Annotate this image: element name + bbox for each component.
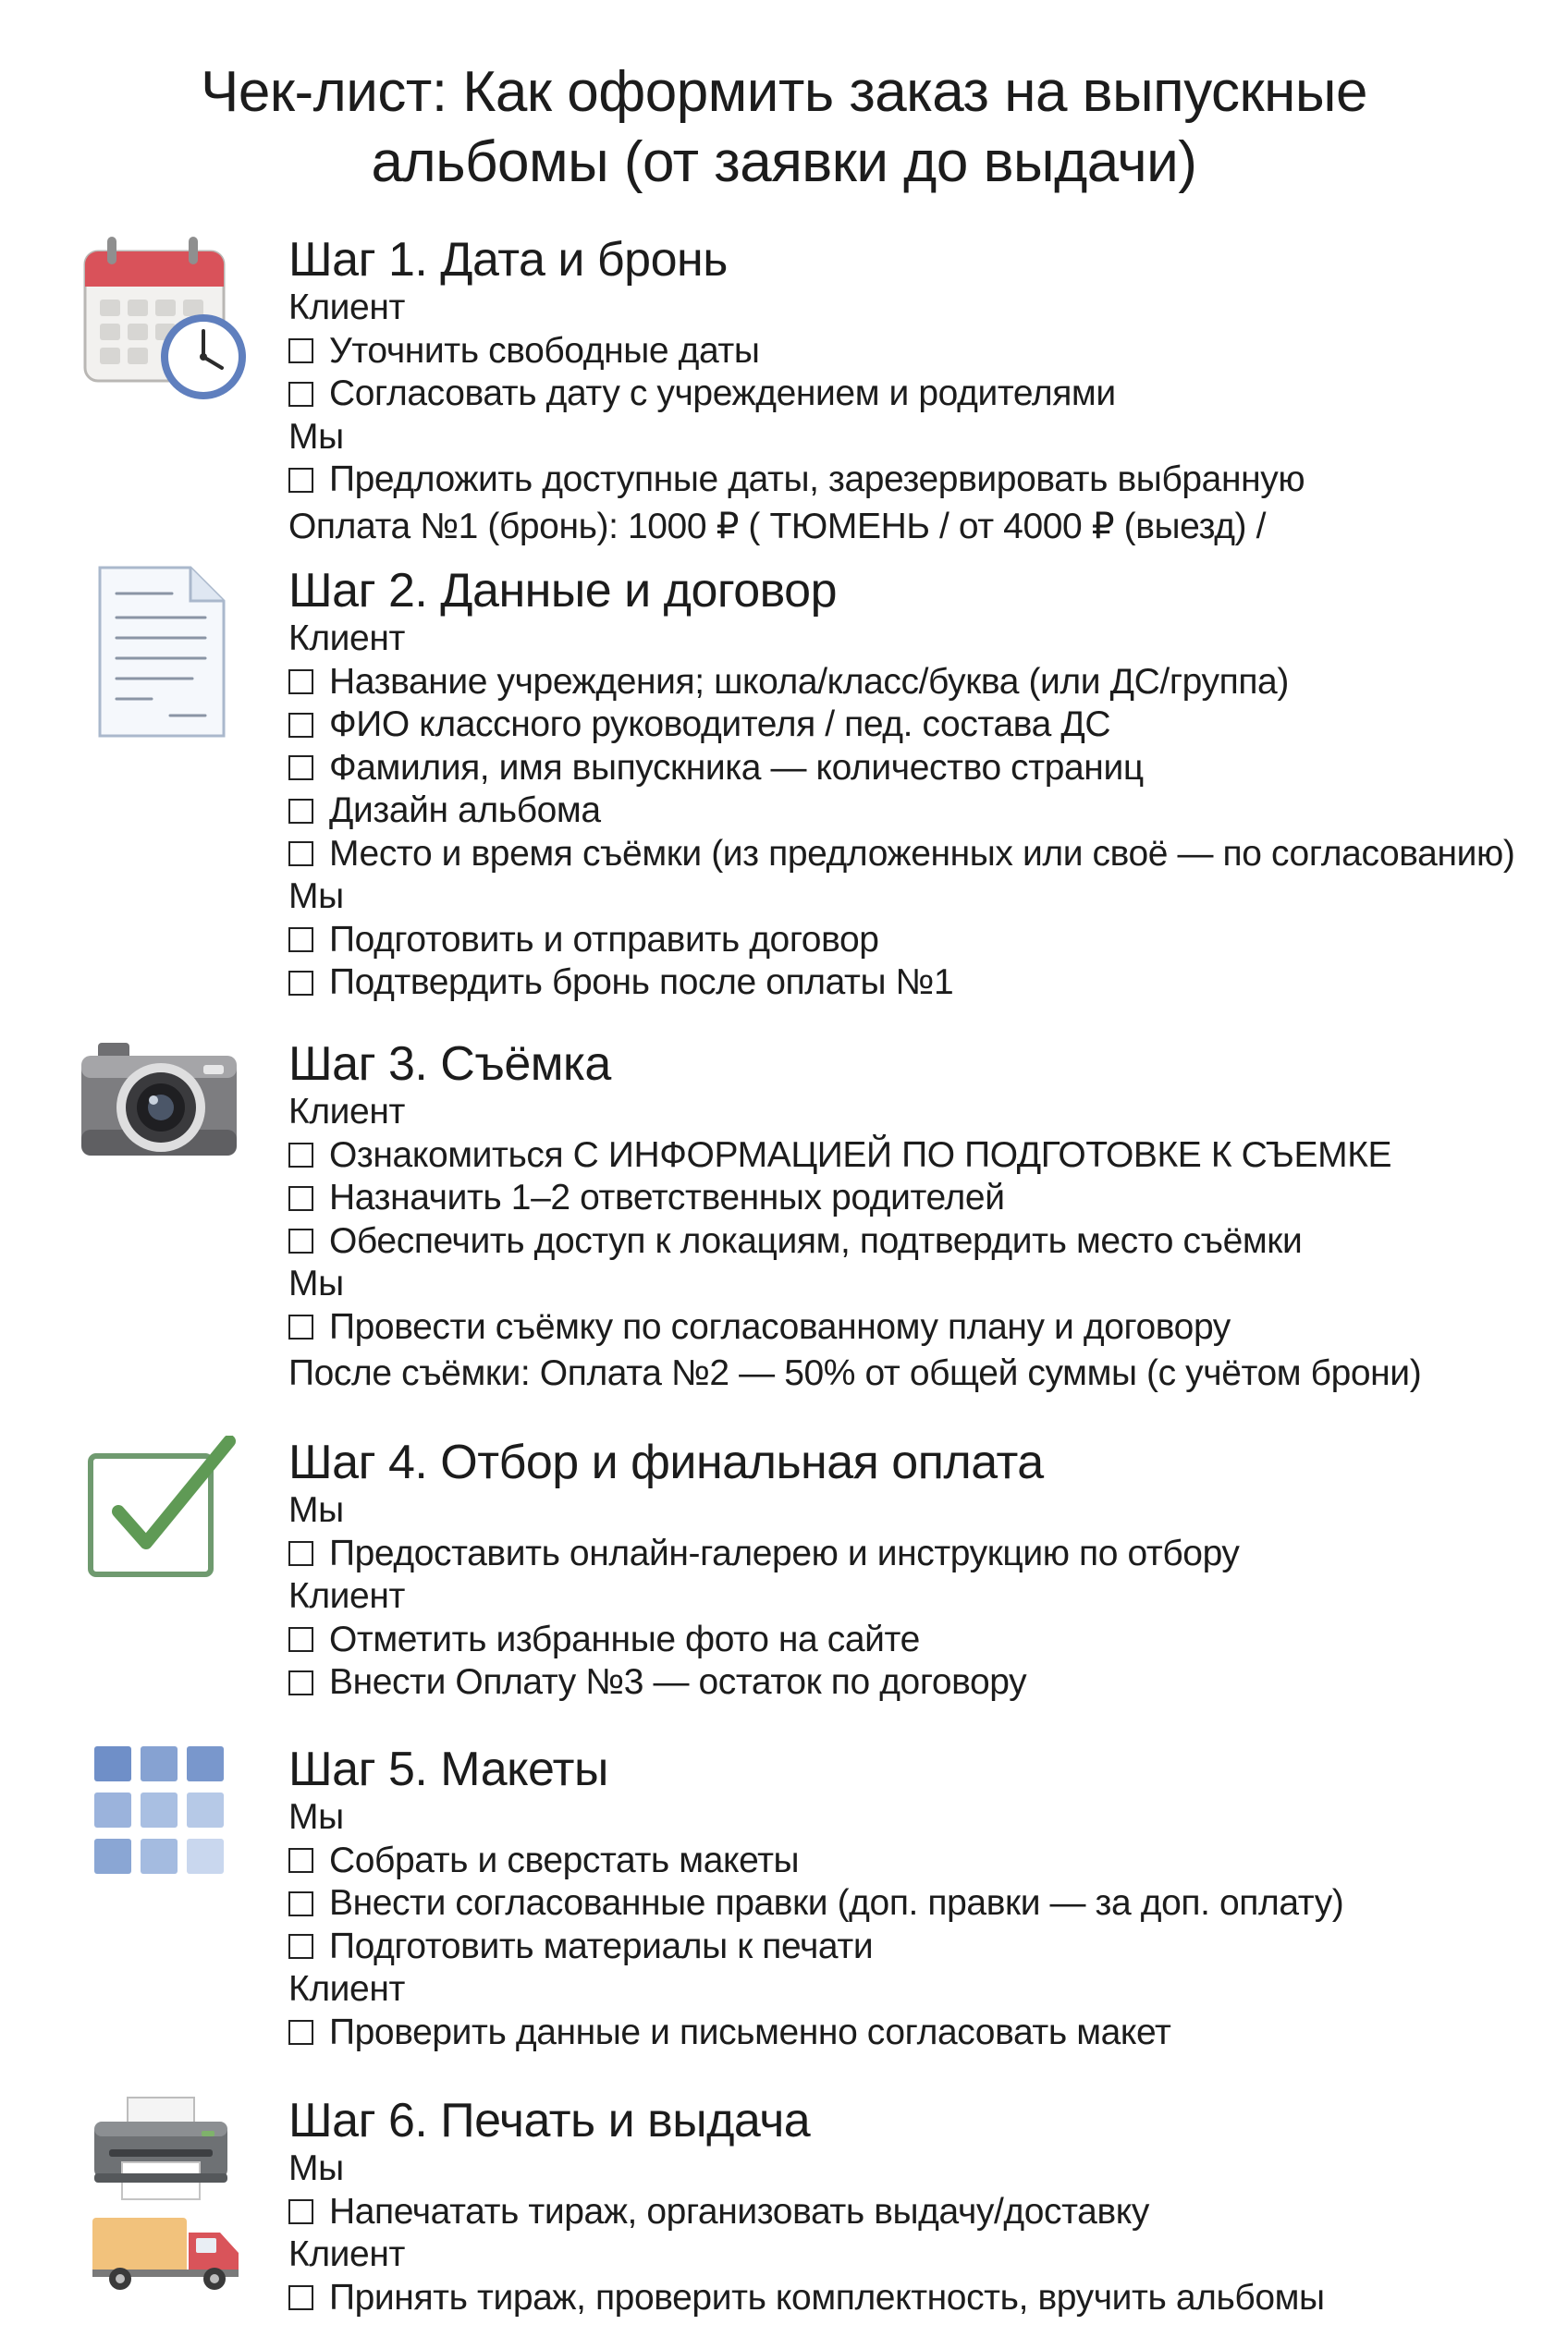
checklist-item[interactable] bbox=[288, 459, 1568, 502]
checkbox[interactable] bbox=[288, 1934, 313, 1959]
checklist-item-label: Обеспечить доступ к локациям, подтвердить место съёмки bbox=[329, 1220, 1303, 1261]
checklist-item[interactable] bbox=[288, 2012, 1568, 2055]
role-label: Мы bbox=[288, 1264, 344, 1303]
calendar-clock-icon bbox=[80, 233, 255, 409]
checkbox[interactable] bbox=[288, 338, 313, 363]
title-line-1: Чек-лист: Как оформить заказ на выпускные bbox=[201, 60, 1367, 124]
role-label: Клиент bbox=[288, 2234, 405, 2274]
role-label: Клиент bbox=[288, 288, 405, 327]
checklist-item[interactable] bbox=[288, 1177, 1568, 1220]
checklist-item-label: Принять тираж, проверить комплектность, вручить альбомы bbox=[329, 2277, 1325, 2318]
checkbox[interactable] bbox=[288, 1315, 313, 1340]
checklist-item-label: Предложить доступные даты, зарезервировать выбранную bbox=[329, 459, 1305, 499]
step-title: Шаг 3. Съёмка bbox=[288, 1037, 611, 1091]
checklist-item-label: Дизайн альбома bbox=[329, 790, 601, 830]
step-title: Шаг 5. Макеты bbox=[288, 1743, 608, 1796]
step-title: Шаг 2. Данные и договор bbox=[288, 564, 837, 618]
checklist-item[interactable] bbox=[288, 1661, 1568, 1705]
checklist-item[interactable] bbox=[288, 704, 1568, 747]
checklist-item-label: Подготовить материалы к печати bbox=[329, 1926, 874, 1966]
checklist-item[interactable] bbox=[288, 1926, 1568, 1969]
role-label: Мы bbox=[288, 2148, 344, 2188]
checklist-item-label: Предоставить онлайн-галерею и инструкцию по отбору bbox=[329, 1533, 1240, 1573]
role-label: Мы bbox=[288, 1490, 344, 1530]
role-label: Клиент bbox=[288, 618, 405, 658]
delivery-truck-icon bbox=[89, 2209, 246, 2294]
checklist-item[interactable] bbox=[288, 1220, 1568, 1264]
checklist-item[interactable] bbox=[288, 1306, 1568, 1350]
checkbox[interactable] bbox=[288, 1891, 313, 1916]
checklist-item[interactable] bbox=[288, 1840, 1568, 1883]
checklist-item-label: Согласовать дату с учреждением и родителями bbox=[329, 373, 1116, 413]
checklist-item[interactable] bbox=[288, 789, 1568, 833]
checklist-item-label: Провести съёмку по согласованному плану и договору bbox=[329, 1306, 1231, 1347]
checklist-item-label: Место и время съёмки (из предложенных или своё — по согласованию) bbox=[329, 833, 1515, 874]
role-label: Клиент bbox=[288, 1969, 405, 2009]
checklist-item[interactable] bbox=[288, 747, 1568, 790]
checklist-item[interactable] bbox=[288, 2191, 1568, 2234]
checkbox[interactable] bbox=[288, 382, 313, 407]
checklist-item-label: Внести Оплату №3 — остаток по договору bbox=[329, 1662, 1027, 1702]
checkbox[interactable] bbox=[288, 468, 313, 493]
checkbox[interactable] bbox=[288, 1143, 313, 1168]
checkbox[interactable] bbox=[288, 1627, 313, 1652]
checklist-item-label: Уточнить свободные даты bbox=[329, 330, 760, 371]
page-title bbox=[74, 57, 1494, 198]
checkbox[interactable] bbox=[288, 755, 313, 780]
step-4-content bbox=[288, 1436, 1568, 1705]
checkbox[interactable] bbox=[288, 971, 313, 996]
checkbox[interactable] bbox=[288, 669, 313, 694]
camera-icon bbox=[78, 1037, 240, 1163]
checklist-item[interactable] bbox=[288, 919, 1568, 962]
checkbox[interactable] bbox=[288, 1186, 313, 1211]
checklist-item-label: Ознакомиться С ИНФОРМАЦИЕЙ ПО ПОДГОТОВКЕ К СЪЕМКЕ bbox=[329, 1134, 1392, 1175]
role-label: Мы bbox=[288, 416, 344, 457]
checklist-item-label: Фамилия, имя выпускника — количество страниц bbox=[329, 747, 1144, 788]
step-1-content bbox=[288, 233, 1568, 552]
role-label: Клиент bbox=[288, 1576, 405, 1616]
step-title: Шаг 6. Печать и выдача bbox=[288, 2094, 811, 2147]
checklist-item[interactable] bbox=[288, 373, 1568, 416]
step-3-content bbox=[288, 1037, 1568, 1399]
step-2-content bbox=[288, 564, 1568, 1005]
payment-note: Оплата №1 (бронь): 1000 ₽ ( ТЮМЕНЬ / от 4000 ₽ (выезд) / bbox=[288, 506, 1267, 546]
checkbox[interactable] bbox=[288, 2285, 313, 2310]
checklist-item-label: Название учреждения; школа/класс/буква (или ДС/группа) bbox=[329, 661, 1289, 702]
checkbox[interactable] bbox=[288, 1229, 313, 1254]
checkbox[interactable] bbox=[288, 1848, 313, 1873]
checklist-item[interactable] bbox=[288, 1533, 1568, 1576]
checklist-item[interactable] bbox=[288, 833, 1568, 876]
checkmark-box-icon bbox=[81, 1436, 248, 1584]
role-label: Клиент bbox=[288, 1092, 405, 1132]
payment-note: После съёмки: Оплата №2 — 50% от общей суммы (с учётом брони) bbox=[288, 1353, 1422, 1393]
layout-grid-icon bbox=[92, 1743, 227, 1878]
checklist-item-label: Назначить 1–2 ответственных родителей bbox=[329, 1178, 1005, 1217]
checkbox[interactable] bbox=[288, 2199, 313, 2224]
title-line-2: альбомы (от заявки до выдачи) bbox=[371, 130, 1197, 194]
step-6-content bbox=[288, 2094, 1568, 2319]
checkbox[interactable] bbox=[288, 1541, 313, 1566]
step-title: Шаг 4. Отбор и финальная оплата bbox=[288, 1436, 1044, 1489]
checklist-item-label: Напечатать тираж, организовать выдачу/доставку bbox=[329, 2191, 1149, 2232]
checklist-item-label: Отметить избранные фото на сайте bbox=[329, 1619, 920, 1659]
checkbox[interactable] bbox=[288, 1670, 313, 1695]
checklist-item[interactable] bbox=[288, 1134, 1568, 1178]
checkbox[interactable] bbox=[288, 799, 313, 824]
step-5-content bbox=[288, 1743, 1568, 2054]
checklist-item-label: Внести согласованные правки (доп. правки — за доп. оплату) bbox=[329, 1883, 1344, 1923]
printer-icon bbox=[89, 2094, 233, 2205]
document-icon bbox=[96, 564, 227, 740]
checkbox[interactable] bbox=[288, 713, 313, 738]
checklist-item[interactable] bbox=[288, 1882, 1568, 1926]
checkbox[interactable] bbox=[288, 841, 313, 866]
checklist-item[interactable] bbox=[288, 330, 1568, 373]
checklist-item[interactable] bbox=[288, 2277, 1568, 2320]
role-label: Мы bbox=[288, 876, 344, 916]
checkbox[interactable] bbox=[288, 927, 313, 952]
checkbox[interactable] bbox=[288, 2020, 313, 2045]
checklist-item[interactable] bbox=[288, 961, 1568, 1005]
checklist-item-label: ФИО классного руководителя / пед. состава ДС bbox=[329, 704, 1111, 744]
checklist-item[interactable] bbox=[288, 1619, 1568, 1662]
checklist-item[interactable] bbox=[288, 661, 1568, 704]
checklist-item-label: Подготовить и отправить договор bbox=[329, 919, 879, 960]
checklist-item-label: Подтвердить бронь после оплаты №1 bbox=[329, 962, 954, 1002]
step-title: Шаг 1. Дата и бронь bbox=[288, 233, 728, 287]
role-label: Мы bbox=[288, 1797, 344, 1837]
checklist-item-label: Собрать и сверстать макеты bbox=[329, 1840, 800, 1880]
checklist-item-label: Проверить данные и письменно согласовать макет bbox=[329, 2012, 1171, 2052]
